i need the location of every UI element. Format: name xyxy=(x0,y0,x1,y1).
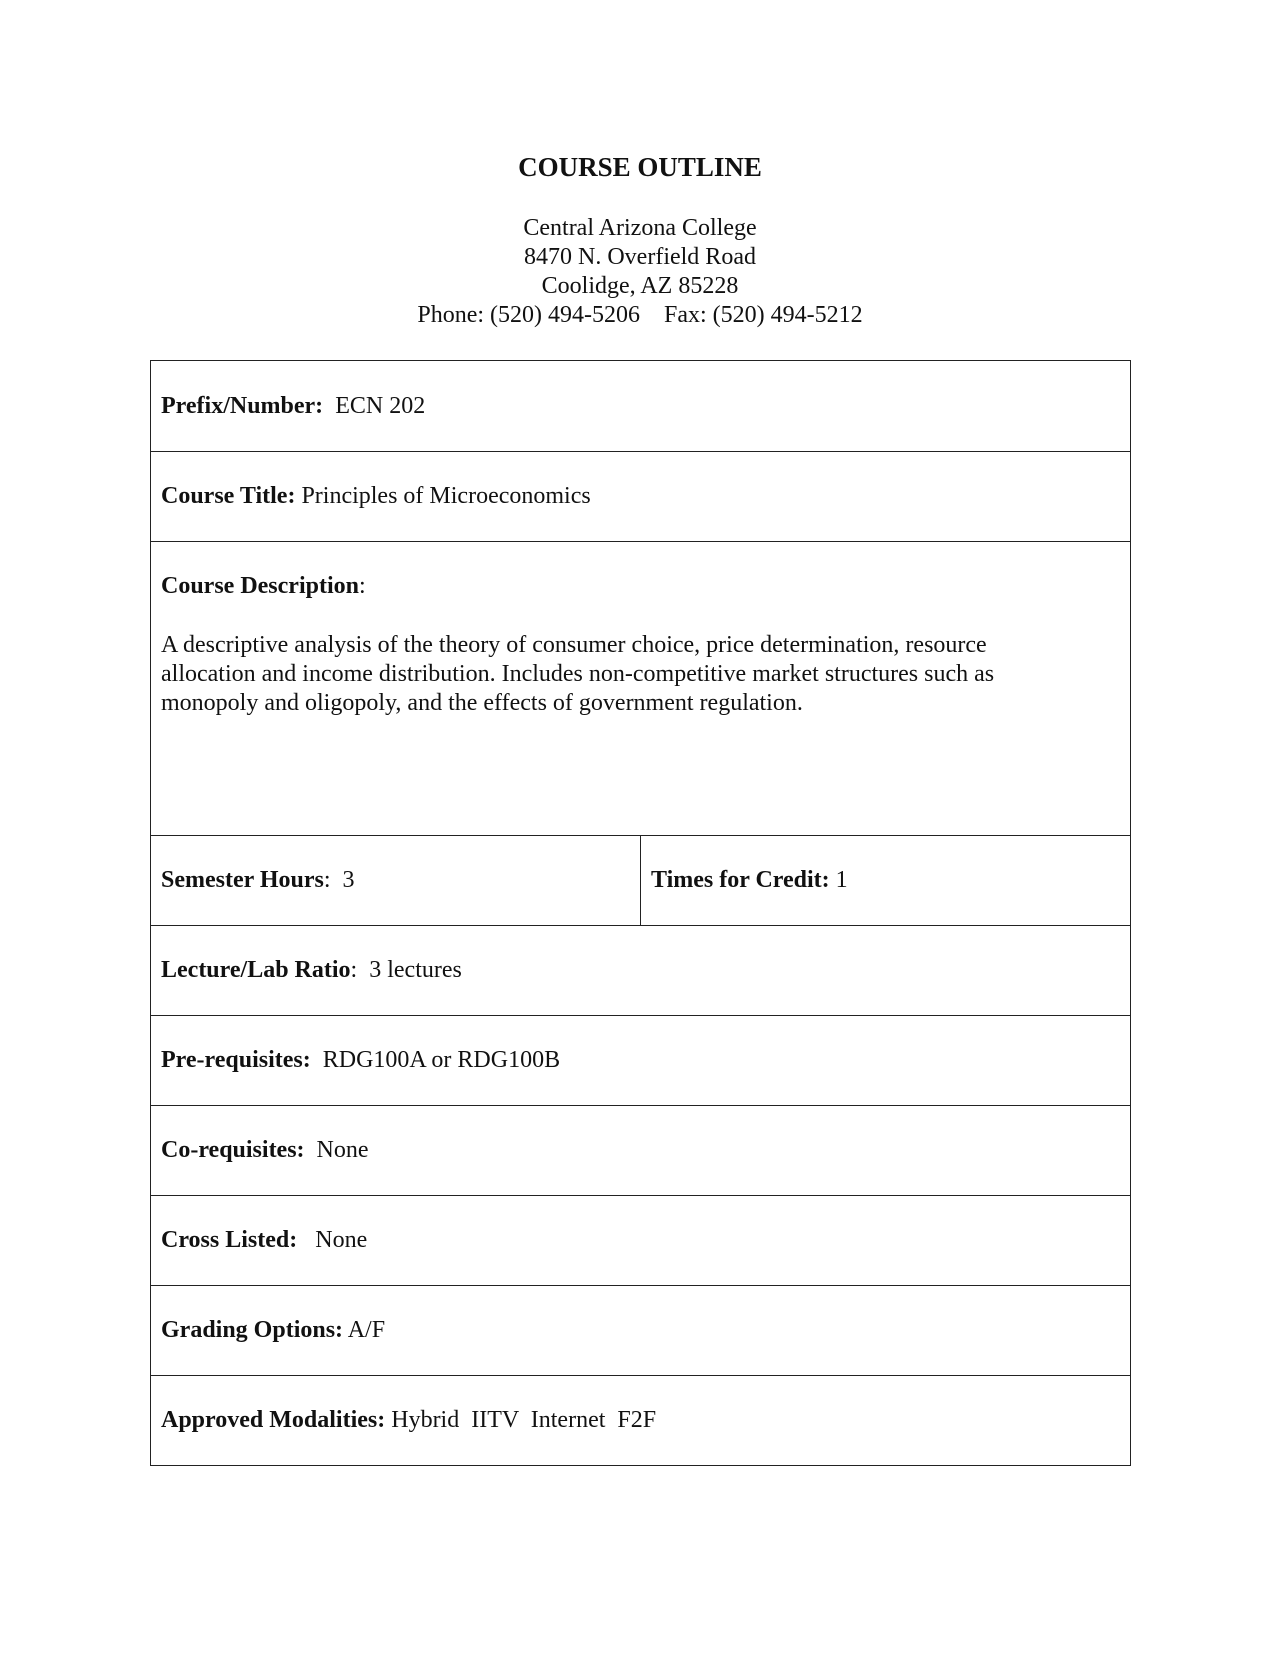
row-course-description xyxy=(151,541,1130,835)
corequisites-label: Co-requisites: xyxy=(161,1137,305,1163)
approved-modalities-value: Hybrid IITV Internet F2F xyxy=(385,1407,657,1433)
row-approved-modalities xyxy=(151,1375,1130,1465)
row-cross-listed xyxy=(151,1195,1130,1285)
cell-course-title xyxy=(151,452,1130,541)
times-for-credit-value: 1 xyxy=(829,867,848,893)
cell-approved-modalities xyxy=(151,1376,1130,1465)
row-prefix-number xyxy=(151,361,1130,451)
row-prerequisites xyxy=(151,1015,1130,1105)
cell-semester-hours xyxy=(151,836,640,925)
grading-options-value: A/F xyxy=(343,1317,386,1343)
row-lecture-lab-ratio xyxy=(151,925,1130,1015)
cross-listed-value: None xyxy=(297,1227,368,1253)
cell-times-for-credit xyxy=(640,836,1130,925)
cell-prefix-number xyxy=(151,361,1130,451)
college-name: Central Arizona College xyxy=(523,215,757,241)
college-address-block xyxy=(0,214,1280,330)
course-description-text: A descriptive analysis of the theory of consumer choice, price determination, resource allocation and income distribution. Includes non-competitive market structures such as monopoly and oligopoly, and the effects of government regulation. xyxy=(161,632,995,716)
page-title: COURSE OUTLINE xyxy=(518,152,762,182)
cell-course-description xyxy=(151,542,1130,835)
college-city: Coolidge, AZ 85228 xyxy=(541,273,739,299)
cell-lecture-lab-ratio xyxy=(151,926,1130,1015)
course-title-label: Course Title: xyxy=(161,483,296,509)
lecture-lab-ratio-label: Lecture/Lab Ratio xyxy=(161,957,351,983)
prerequisites-label: Pre-requisites: xyxy=(161,1047,311,1073)
prefix-number-value: ECN 202 xyxy=(323,392,426,419)
course-description-label: Course Description xyxy=(161,573,359,599)
grading-options-label: Grading Options: xyxy=(161,1317,344,1343)
course-description-colon: : xyxy=(358,573,366,599)
cell-cross-listed xyxy=(151,1196,1130,1285)
prerequisites-value: RDG100A or RDG100B xyxy=(310,1047,561,1073)
cell-corequisites xyxy=(151,1106,1130,1195)
course-outline-table xyxy=(150,360,1131,1466)
semester-hours-value: : 3 xyxy=(323,867,355,893)
times-for-credit-label: Times for Credit: xyxy=(651,867,830,893)
row-hours-credit xyxy=(151,835,1130,925)
row-grading-options xyxy=(151,1285,1130,1375)
course-description-heading xyxy=(161,572,1120,601)
cross-listed-label: Cross Listed: xyxy=(161,1227,298,1253)
row-course-title xyxy=(151,451,1130,541)
lecture-lab-ratio-value: : 3 lectures xyxy=(350,957,462,983)
college-contact: Phone: (520) 494-5206 Fax: (520) 494-5212 xyxy=(417,302,863,328)
approved-modalities-label: Approved Modalities: xyxy=(161,1407,386,1433)
cell-prerequisites xyxy=(151,1016,1130,1105)
cell-grading-options xyxy=(151,1286,1130,1375)
semester-hours-label: Semester Hours xyxy=(161,867,324,893)
prefix-number-label: Prefix/Number: xyxy=(161,392,324,419)
college-street: 8470 N. Overfield Road xyxy=(524,244,756,270)
row-corequisites xyxy=(151,1105,1130,1195)
corequisites-value: None xyxy=(304,1137,369,1163)
course-title-value: Principles of Microeconomics xyxy=(295,483,591,509)
